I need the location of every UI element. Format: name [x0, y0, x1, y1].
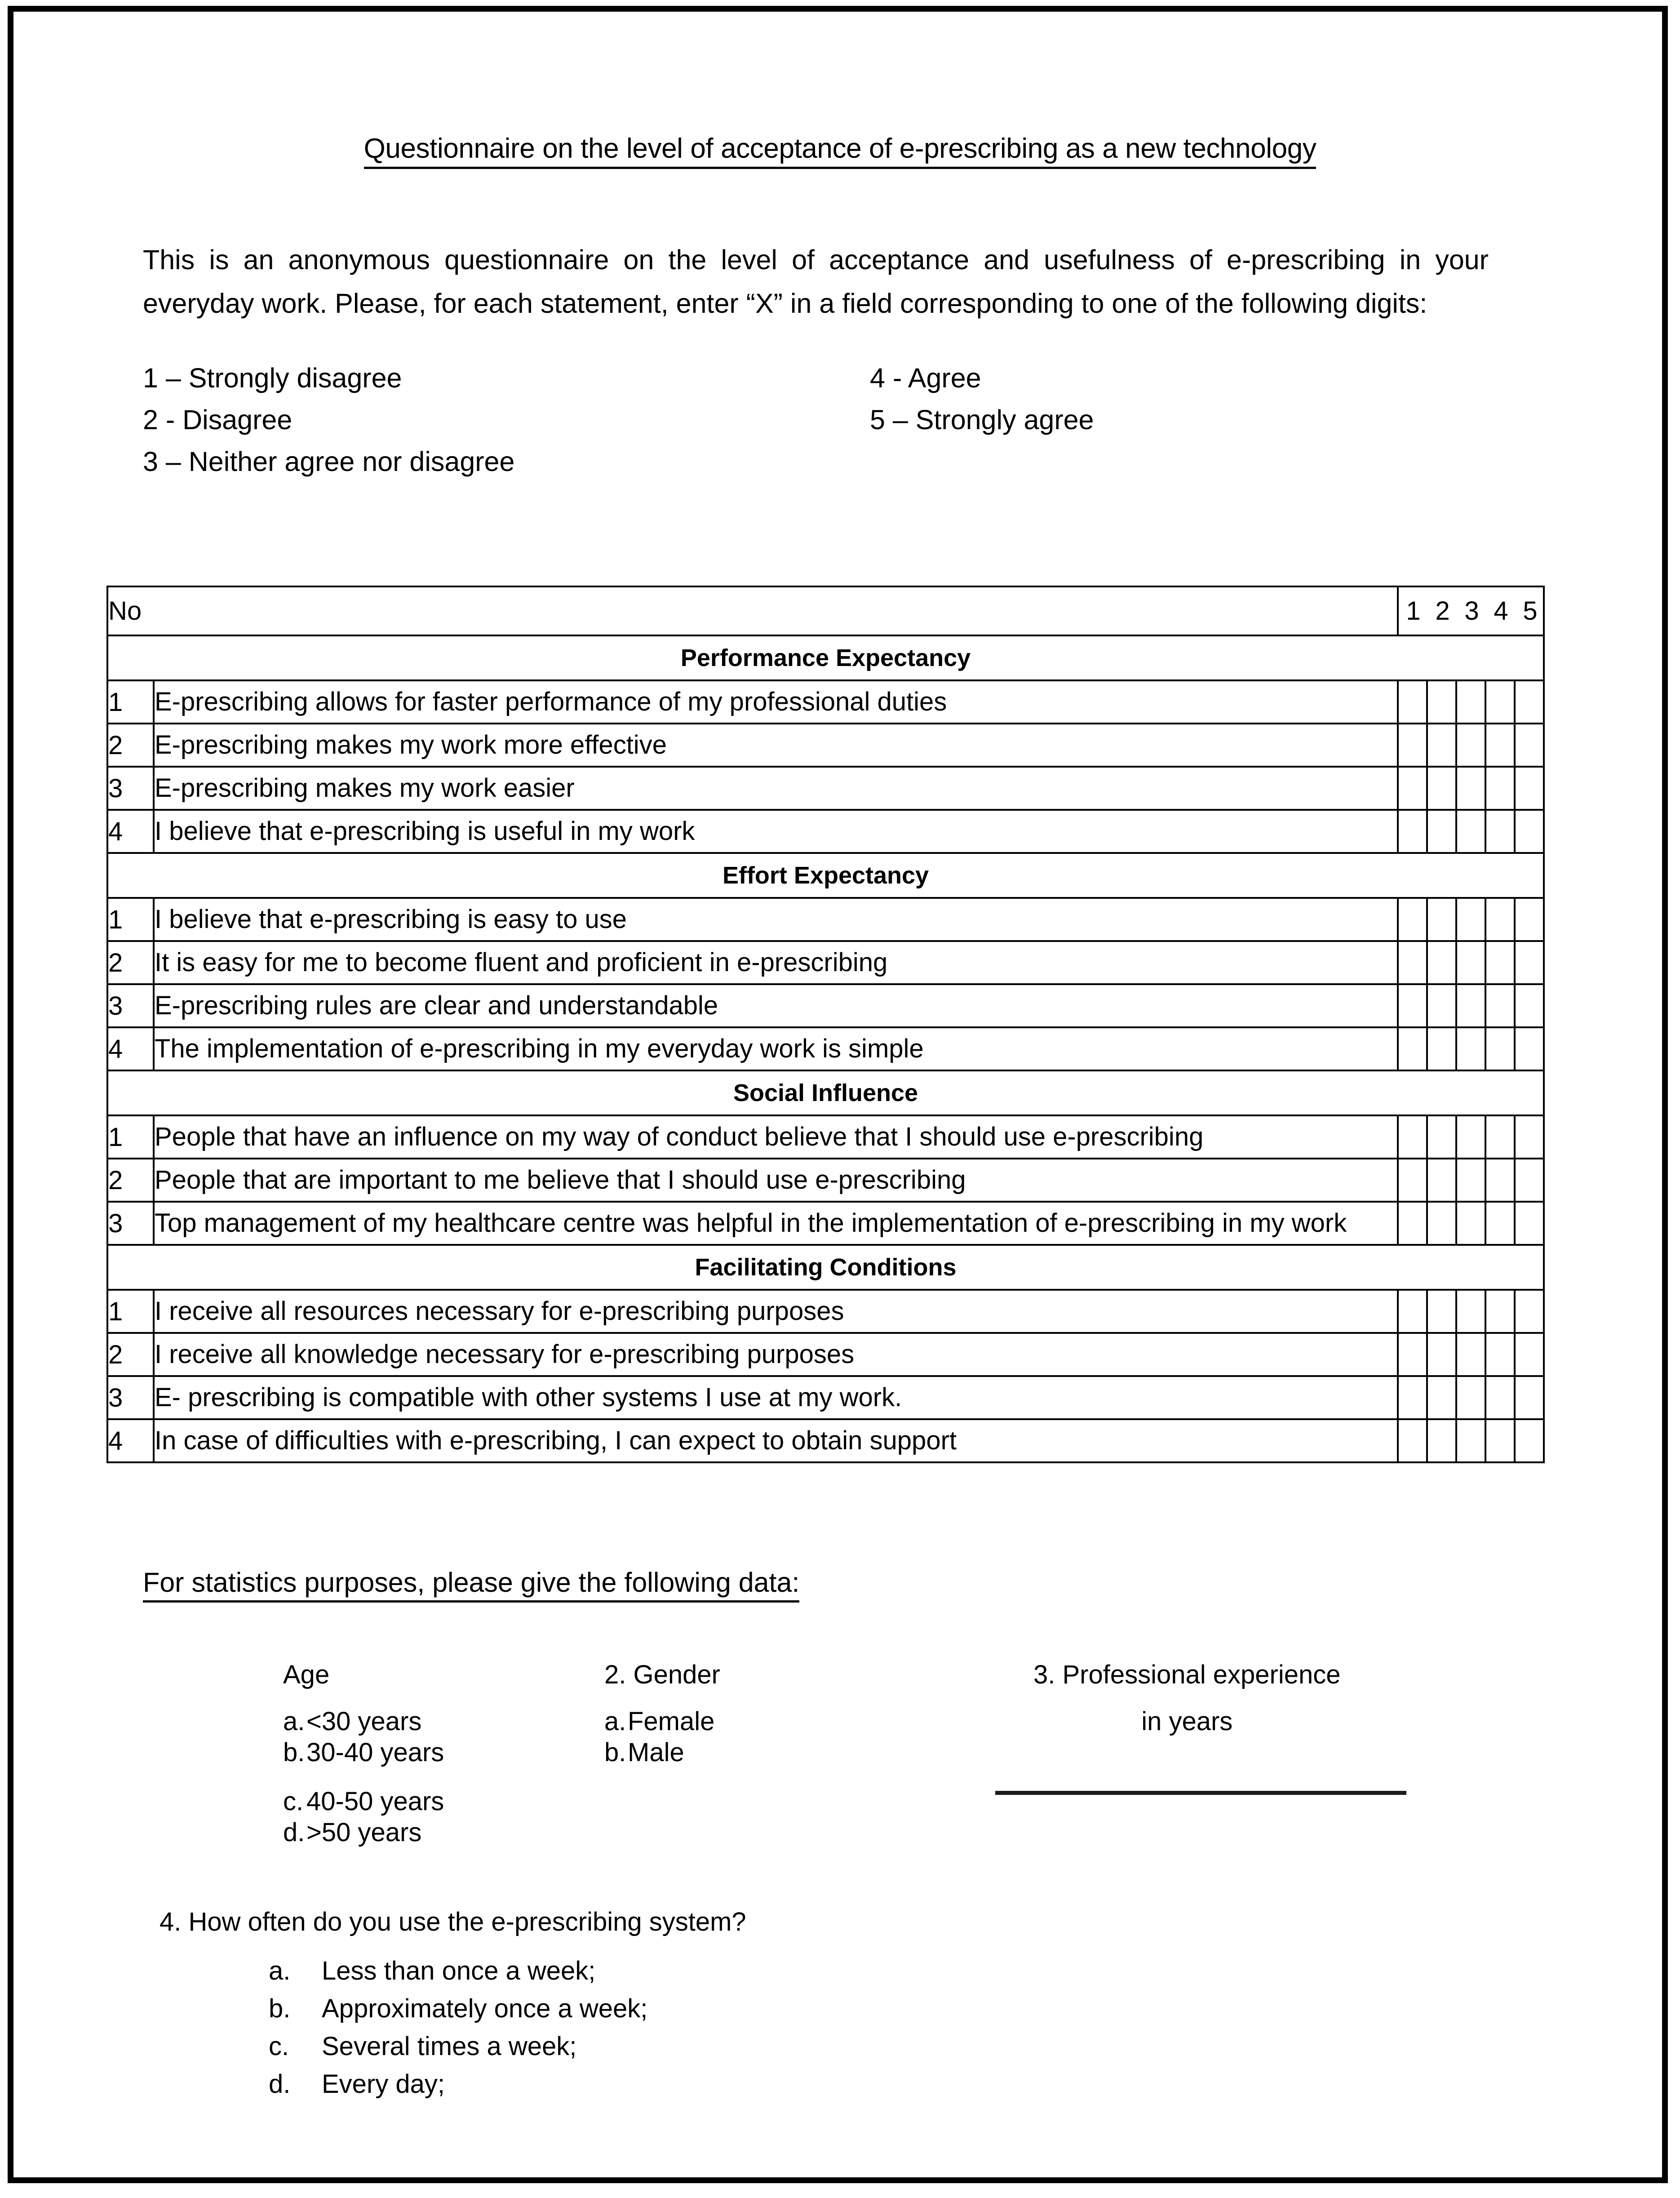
table-row: [107, 767, 1544, 810]
scale-item-1: 1 – Strongly disagree: [143, 363, 402, 393]
rating-cell-4[interactable]: [1485, 1419, 1515, 1462]
rating-cell-5[interactable]: [1515, 810, 1544, 853]
rating-cell-5[interactable]: [1515, 1419, 1544, 1462]
rating-cell-4[interactable]: [1485, 1027, 1515, 1070]
no-column-header: No: [107, 586, 1398, 635]
table-row: [107, 984, 1544, 1027]
rating-cell-5[interactable]: [1515, 984, 1544, 1027]
row-number: 3: [107, 1376, 154, 1419]
rating-cell-1[interactable]: [1398, 1115, 1427, 1159]
statement-text: People that have an influence on my way of conduct believe that I should use e-prescribing: [154, 1115, 1398, 1159]
table-row: [107, 724, 1544, 767]
rating-cell-2[interactable]: [1427, 1333, 1456, 1376]
rating-cell-4[interactable]: [1485, 1290, 1515, 1333]
gender-option-a-label: Female: [628, 1707, 715, 1736]
rating-cell-5[interactable]: [1515, 1376, 1544, 1419]
table-header-row: [107, 586, 1544, 635]
statement-text: I believe that e-prescribing is easy to use: [154, 898, 1398, 941]
rating-cell-1[interactable]: [1398, 1376, 1427, 1419]
rating-cell-3[interactable]: [1456, 941, 1485, 984]
table-row: [107, 1027, 1544, 1070]
rating-cell-3[interactable]: [1456, 1333, 1485, 1376]
rating-cell-2[interactable]: [1427, 1159, 1456, 1202]
rating-header-4: 4: [1494, 596, 1508, 626]
rating-cell-1[interactable]: [1398, 724, 1427, 767]
rating-header-1: 1: [1406, 596, 1421, 626]
gender-option-a[interactable]: [604, 1706, 720, 1737]
table-row: [107, 1115, 1544, 1159]
statistics-heading-text: For statistics purposes, please give the following data:: [143, 1567, 799, 1603]
gender-option-b[interactable]: [604, 1737, 720, 1768]
row-number: 1: [107, 1290, 154, 1333]
rating-cell-5[interactable]: [1515, 724, 1544, 767]
rating-cell-5[interactable]: [1515, 1290, 1544, 1333]
demographics-age-column: [283, 1658, 444, 1848]
question-4-option-d-marker: d.: [269, 2069, 291, 2099]
table-row: [107, 1202, 1544, 1245]
row-number: 4: [107, 810, 154, 853]
scale-item-2: 2 - Disagree: [143, 404, 293, 435]
rating-cell-4[interactable]: [1485, 1333, 1515, 1376]
age-option-a-label: <30 years: [306, 1707, 422, 1736]
table-row: [107, 1376, 1544, 1419]
rating-cell-1[interactable]: [1398, 984, 1427, 1027]
statement-text: The implementation of e-prescribing in my everyday work is simple: [154, 1027, 1398, 1070]
statement-text: In case of difficulties with e-prescribing, I can expect to obtain support: [154, 1419, 1398, 1462]
row-number: 4: [107, 1027, 154, 1070]
section-header-row: [107, 853, 1544, 898]
rating-cell-5[interactable]: [1515, 941, 1544, 984]
table-row: [107, 1419, 1544, 1462]
age-option-c[interactable]: [283, 1786, 444, 1817]
rating-cell-2[interactable]: [1427, 1290, 1456, 1333]
statement-text: E- prescribing is compatible with other systems I use at my work.: [154, 1376, 1398, 1419]
scale-row: [143, 441, 1221, 483]
row-number: 3: [107, 1202, 154, 1245]
age-option-b[interactable]: [283, 1737, 444, 1768]
table-row: [107, 680, 1544, 724]
gender-question-label: 2. Gender: [604, 1660, 720, 1689]
table-row: [107, 941, 1544, 984]
rating-cell-4[interactable]: [1485, 680, 1515, 724]
statement-text: Top management of my healthcare centre was helpful in the implementation of e-prescribing in my work: [154, 1202, 1398, 1245]
rating-cell-3[interactable]: [1456, 724, 1485, 767]
rating-cell-3[interactable]: [1456, 984, 1485, 1027]
rating-cell-2[interactable]: [1427, 984, 1456, 1027]
scale-item-3: 3 – Neither agree nor disagree: [143, 446, 515, 477]
question-4-option-b[interactable]: [269, 1990, 746, 2028]
scale-row: [143, 399, 1221, 441]
rating-cell-3[interactable]: [1456, 767, 1485, 810]
rating-cell-2[interactable]: [1427, 1376, 1456, 1419]
rating-cell-1[interactable]: [1398, 767, 1427, 810]
age-options: [283, 1706, 444, 1848]
section-header-row: [107, 635, 1544, 680]
rating-cell-1[interactable]: [1398, 1333, 1427, 1376]
section-title-performance-expectancy: Performance Expectancy: [107, 635, 1544, 680]
rating-cell-4[interactable]: [1485, 810, 1515, 853]
section-title-social-influence: Social Influence: [107, 1070, 1544, 1115]
rating-cell-5[interactable]: [1515, 898, 1544, 941]
age-option-c-label: 40-50 years: [306, 1787, 444, 1816]
statistics-heading: [143, 1567, 799, 1598]
rating-cell-4[interactable]: [1485, 941, 1515, 984]
rating-cell-3[interactable]: [1456, 1376, 1485, 1419]
statement-text: People that are important to me believe that I should use e-prescribing: [154, 1159, 1398, 1202]
rating-cell-2[interactable]: [1427, 810, 1456, 853]
rating-cell-5[interactable]: [1515, 1027, 1544, 1070]
rating-cell-4[interactable]: [1485, 898, 1515, 941]
row-number: 3: [107, 767, 154, 810]
statement-text: E-prescribing allows for faster performance of my professional duties: [154, 680, 1398, 724]
section-title-effort-expectancy: Effort Expectancy: [107, 853, 1544, 898]
statement-text: I receive all knowledge necessary for e-prescribing purposes: [154, 1333, 1398, 1376]
rating-cell-3[interactable]: [1456, 1159, 1485, 1202]
demographics-gender-column: [604, 1658, 720, 1768]
rating-cell-1[interactable]: [1398, 1419, 1427, 1462]
age-option-a-marker: a.: [283, 1707, 305, 1736]
rating-cell-2[interactable]: [1427, 680, 1456, 724]
experience-unit-label: in years: [1141, 1707, 1233, 1736]
statement-text: E-prescribing makes my work more effective: [154, 724, 1398, 767]
rating-cell-1[interactable]: [1398, 680, 1427, 724]
rating-header-3: 3: [1464, 596, 1479, 626]
question-4: [160, 1905, 746, 2103]
rating-cell-4[interactable]: [1485, 1202, 1515, 1245]
rating-header-5: 5: [1523, 596, 1538, 626]
rating-cell-3[interactable]: [1456, 680, 1485, 724]
rating-cell-2[interactable]: [1427, 1115, 1456, 1159]
rating-cell-4[interactable]: [1485, 1376, 1515, 1419]
rating-cell-2[interactable]: [1427, 1027, 1456, 1070]
question-4-option-a-marker: a.: [269, 1956, 291, 1985]
rating-cell-3[interactable]: [1456, 898, 1485, 941]
row-number: 1: [107, 898, 154, 941]
rating-cell-1[interactable]: [1398, 1027, 1427, 1070]
rating-cell-3[interactable]: [1456, 1419, 1485, 1462]
statement-text: E-prescribing makes my work easier: [154, 767, 1398, 810]
rating-cell-1[interactable]: [1398, 941, 1427, 984]
question-4-option-c[interactable]: [269, 2028, 746, 2065]
rating-cell-5[interactable]: [1515, 1159, 1544, 1202]
rating-cell-2[interactable]: [1427, 1419, 1456, 1462]
question-4-option-d-label: Every day;: [322, 2069, 445, 2099]
row-number: 3: [107, 984, 154, 1027]
rating-cell-2[interactable]: [1427, 767, 1456, 810]
section-title-facilitating-conditions: Facilitating Conditions: [107, 1245, 1544, 1290]
experience-question-label: 3. Professional experience: [1033, 1660, 1341, 1689]
gender-option-b-label: Male: [628, 1738, 684, 1767]
row-number: 2: [107, 724, 154, 767]
rating-cell-2[interactable]: [1427, 1202, 1456, 1245]
row-number: 2: [107, 1159, 154, 1202]
rating-cell-3[interactable]: [1456, 1115, 1485, 1159]
questionnaire-table: [106, 586, 1545, 1463]
rating-cell-2[interactable]: [1427, 941, 1456, 984]
age-option-b-label: 30-40 years: [306, 1738, 444, 1767]
experience-answer-line[interactable]: [995, 1791, 1406, 1795]
rating-cell-2[interactable]: [1427, 724, 1456, 767]
question-4-option-c-marker: c.: [269, 2032, 289, 2061]
age-option-d-label: >50 years: [306, 1818, 422, 1847]
table-row: [107, 810, 1544, 853]
rating-cell-3[interactable]: [1456, 1290, 1485, 1333]
rating-cell-1[interactable]: [1398, 1290, 1427, 1333]
rating-cell-1[interactable]: [1398, 1202, 1427, 1245]
table-row: [107, 1159, 1544, 1202]
rating-cell-1[interactable]: [1398, 810, 1427, 853]
age-option-d-marker: d.: [283, 1818, 305, 1847]
rating-cell-5[interactable]: [1515, 680, 1544, 724]
age-option-c-marker: c.: [283, 1787, 304, 1816]
statement-text: E-prescribing rules are clear and understandable: [154, 984, 1398, 1027]
rating-cell-3[interactable]: [1456, 1027, 1485, 1070]
rating-cell-4[interactable]: [1485, 984, 1515, 1027]
row-number: 1: [107, 1115, 154, 1159]
rating-cell-3[interactable]: [1456, 810, 1485, 853]
page-title: [0, 133, 1680, 164]
question-4-option-a-label: Less than once a week;: [322, 1956, 596, 1985]
rating-cell-4[interactable]: [1485, 1159, 1515, 1202]
age-question-label: Age: [283, 1660, 330, 1689]
question-4-option-b-marker: b.: [269, 1994, 291, 2023]
rating-scale-header: [1398, 586, 1544, 635]
table-row: [107, 1290, 1544, 1333]
statement-text: I receive all resources necessary for e-prescribing purposes: [154, 1290, 1398, 1333]
scale-row: [143, 357, 1221, 399]
table-row: [107, 898, 1544, 941]
table-row: [107, 1333, 1544, 1376]
question-4-label: 4. How often do you use the e-prescribing system?: [160, 1907, 746, 1936]
gender-options: [604, 1706, 720, 1768]
question-4-option-d[interactable]: [269, 2065, 746, 2103]
page-title-text: Questionnaire on the level of acceptance of e-prescribing as a new technology: [364, 133, 1317, 169]
gender-option-b-marker: b.: [604, 1738, 626, 1767]
rating-header-2: 2: [1435, 596, 1450, 626]
demographics-experience-column: [1033, 1658, 1341, 1737]
age-option-b-marker: b.: [283, 1738, 305, 1767]
scale-item-5: 5 – Strongly agree: [870, 404, 1094, 435]
row-number: 2: [107, 941, 154, 984]
rating-cell-1[interactable]: [1398, 898, 1427, 941]
row-number: 1: [107, 680, 154, 724]
rating-cell-5[interactable]: [1515, 1115, 1544, 1159]
question-4-options: [269, 1952, 746, 2103]
statement-text: I believe that e-prescribing is useful in my work: [154, 810, 1398, 853]
rating-cell-4[interactable]: [1485, 1115, 1515, 1159]
rating-cell-4[interactable]: [1485, 767, 1515, 810]
gender-option-a-marker: a.: [604, 1707, 626, 1736]
statement-text: It is easy for me to become fluent and proficient in e-prescribing: [154, 941, 1398, 984]
question-4-option-b-label: Approximately once a week;: [322, 1994, 648, 2023]
question-4-option-a[interactable]: [269, 1952, 746, 1990]
rating-cell-5[interactable]: [1515, 767, 1544, 810]
rating-cell-3[interactable]: [1456, 1202, 1485, 1245]
scale-item-4: 4 - Agree: [870, 363, 981, 393]
question-4-option-c-label: Several times a week;: [322, 2032, 577, 2061]
age-option-a[interactable]: [283, 1706, 444, 1737]
row-number: 4: [107, 1419, 154, 1462]
age-option-d[interactable]: [283, 1817, 444, 1848]
section-header-row: [107, 1070, 1544, 1115]
rating-cell-2[interactable]: [1427, 898, 1456, 941]
section-header-row: [107, 1245, 1544, 1290]
rating-cell-4[interactable]: [1485, 724, 1515, 767]
rating-cell-5[interactable]: [1515, 1333, 1544, 1376]
row-number: 2: [107, 1333, 154, 1376]
rating-cell-5[interactable]: [1515, 1202, 1544, 1245]
rating-cell-1[interactable]: [1398, 1159, 1427, 1202]
rating-numbers: [1399, 596, 1545, 626]
intro-paragraph: This is an anonymous questionnaire on the level of acceptance and usefulness of e-prescribing in your everyday work. Please, for each statement, enter “X” in a field corresponding to one of the following digits:: [143, 244, 1489, 319]
rating-scale-legend: [143, 357, 1221, 483]
